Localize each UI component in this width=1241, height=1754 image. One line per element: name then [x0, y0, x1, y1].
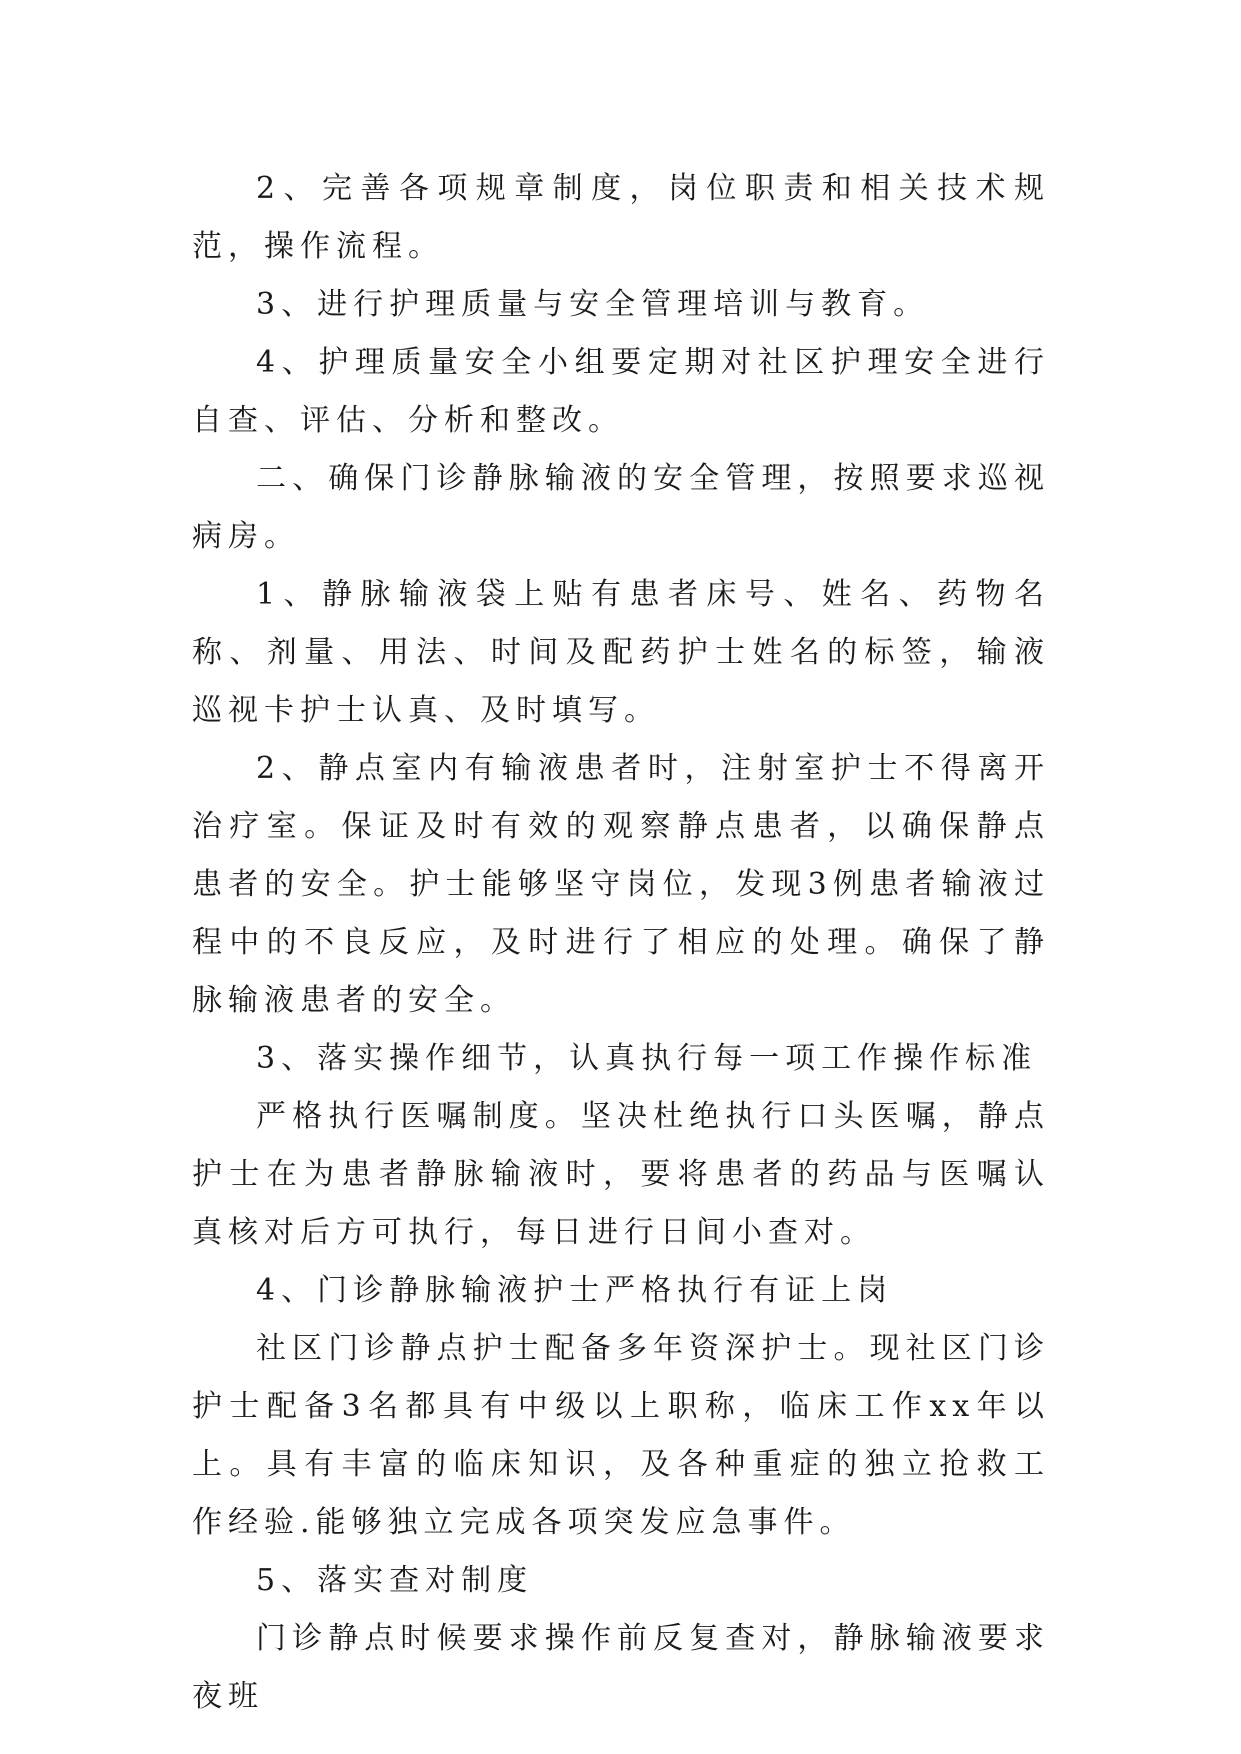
paragraph: 1、静脉输液袋上贴有患者床号、姓名、药物名称、剂量、用法、时间及配药护士姓名的标签，输液巡视卡护士认真、及时填写。	[192, 577, 1050, 728]
paragraph: 2、完善各项规章制度，岗位职责和相关技术规范，操作流程。	[192, 171, 1050, 264]
paragraph: 4、护理质量安全小组要定期对社区护理安全进行自查、评估、分析和整改。	[192, 345, 1050, 438]
paragraph: 4、门诊静脉输液护士严格执行有证上岗	[256, 1273, 894, 1308]
paragraph: 5、落实查对制度	[256, 1563, 534, 1598]
paragraph: 二、确保门诊静脉输液的安全管理，按照要求巡视病房。	[192, 461, 1050, 554]
paragraph: 3、进行护理质量与安全管理培训与教育。	[256, 287, 930, 322]
paragraph: 3、落实操作细节，认真执行每一项工作操作标准	[256, 1041, 1038, 1076]
paragraph: 2、静点室内有输液患者时，注射室护士不得离开治疗室。保证及时有效的观察静点患者，以确保静点患者的安全。护士能够坚守岗位，发现3例患者输液过程中的不良反应，及时进行了相应的处理。确保了静脉输液患者的安全。	[192, 751, 1050, 1018]
paragraph: 社区门诊静点护士配备多年资深护士。现社区门诊护士配备3名都具有中级以上职称，临床工作xx年以上。具有丰富的临床知识，及各种重症的独立抢救工作经验.能够独立完成各项突发应急事件。	[192, 1331, 1050, 1540]
paragraph: 严格执行医嘱制度。坚决杜绝执行口头医嘱，静点护士在为患者静脉输液时，要将患者的药品与医嘱认真核对后方可执行，每日进行日间小查对。	[192, 1099, 1050, 1250]
paragraph: 门诊静点时候要求操作前反复查对，静脉输液要求夜班	[192, 1621, 1050, 1714]
document-body	[192, 160, 1050, 1726]
